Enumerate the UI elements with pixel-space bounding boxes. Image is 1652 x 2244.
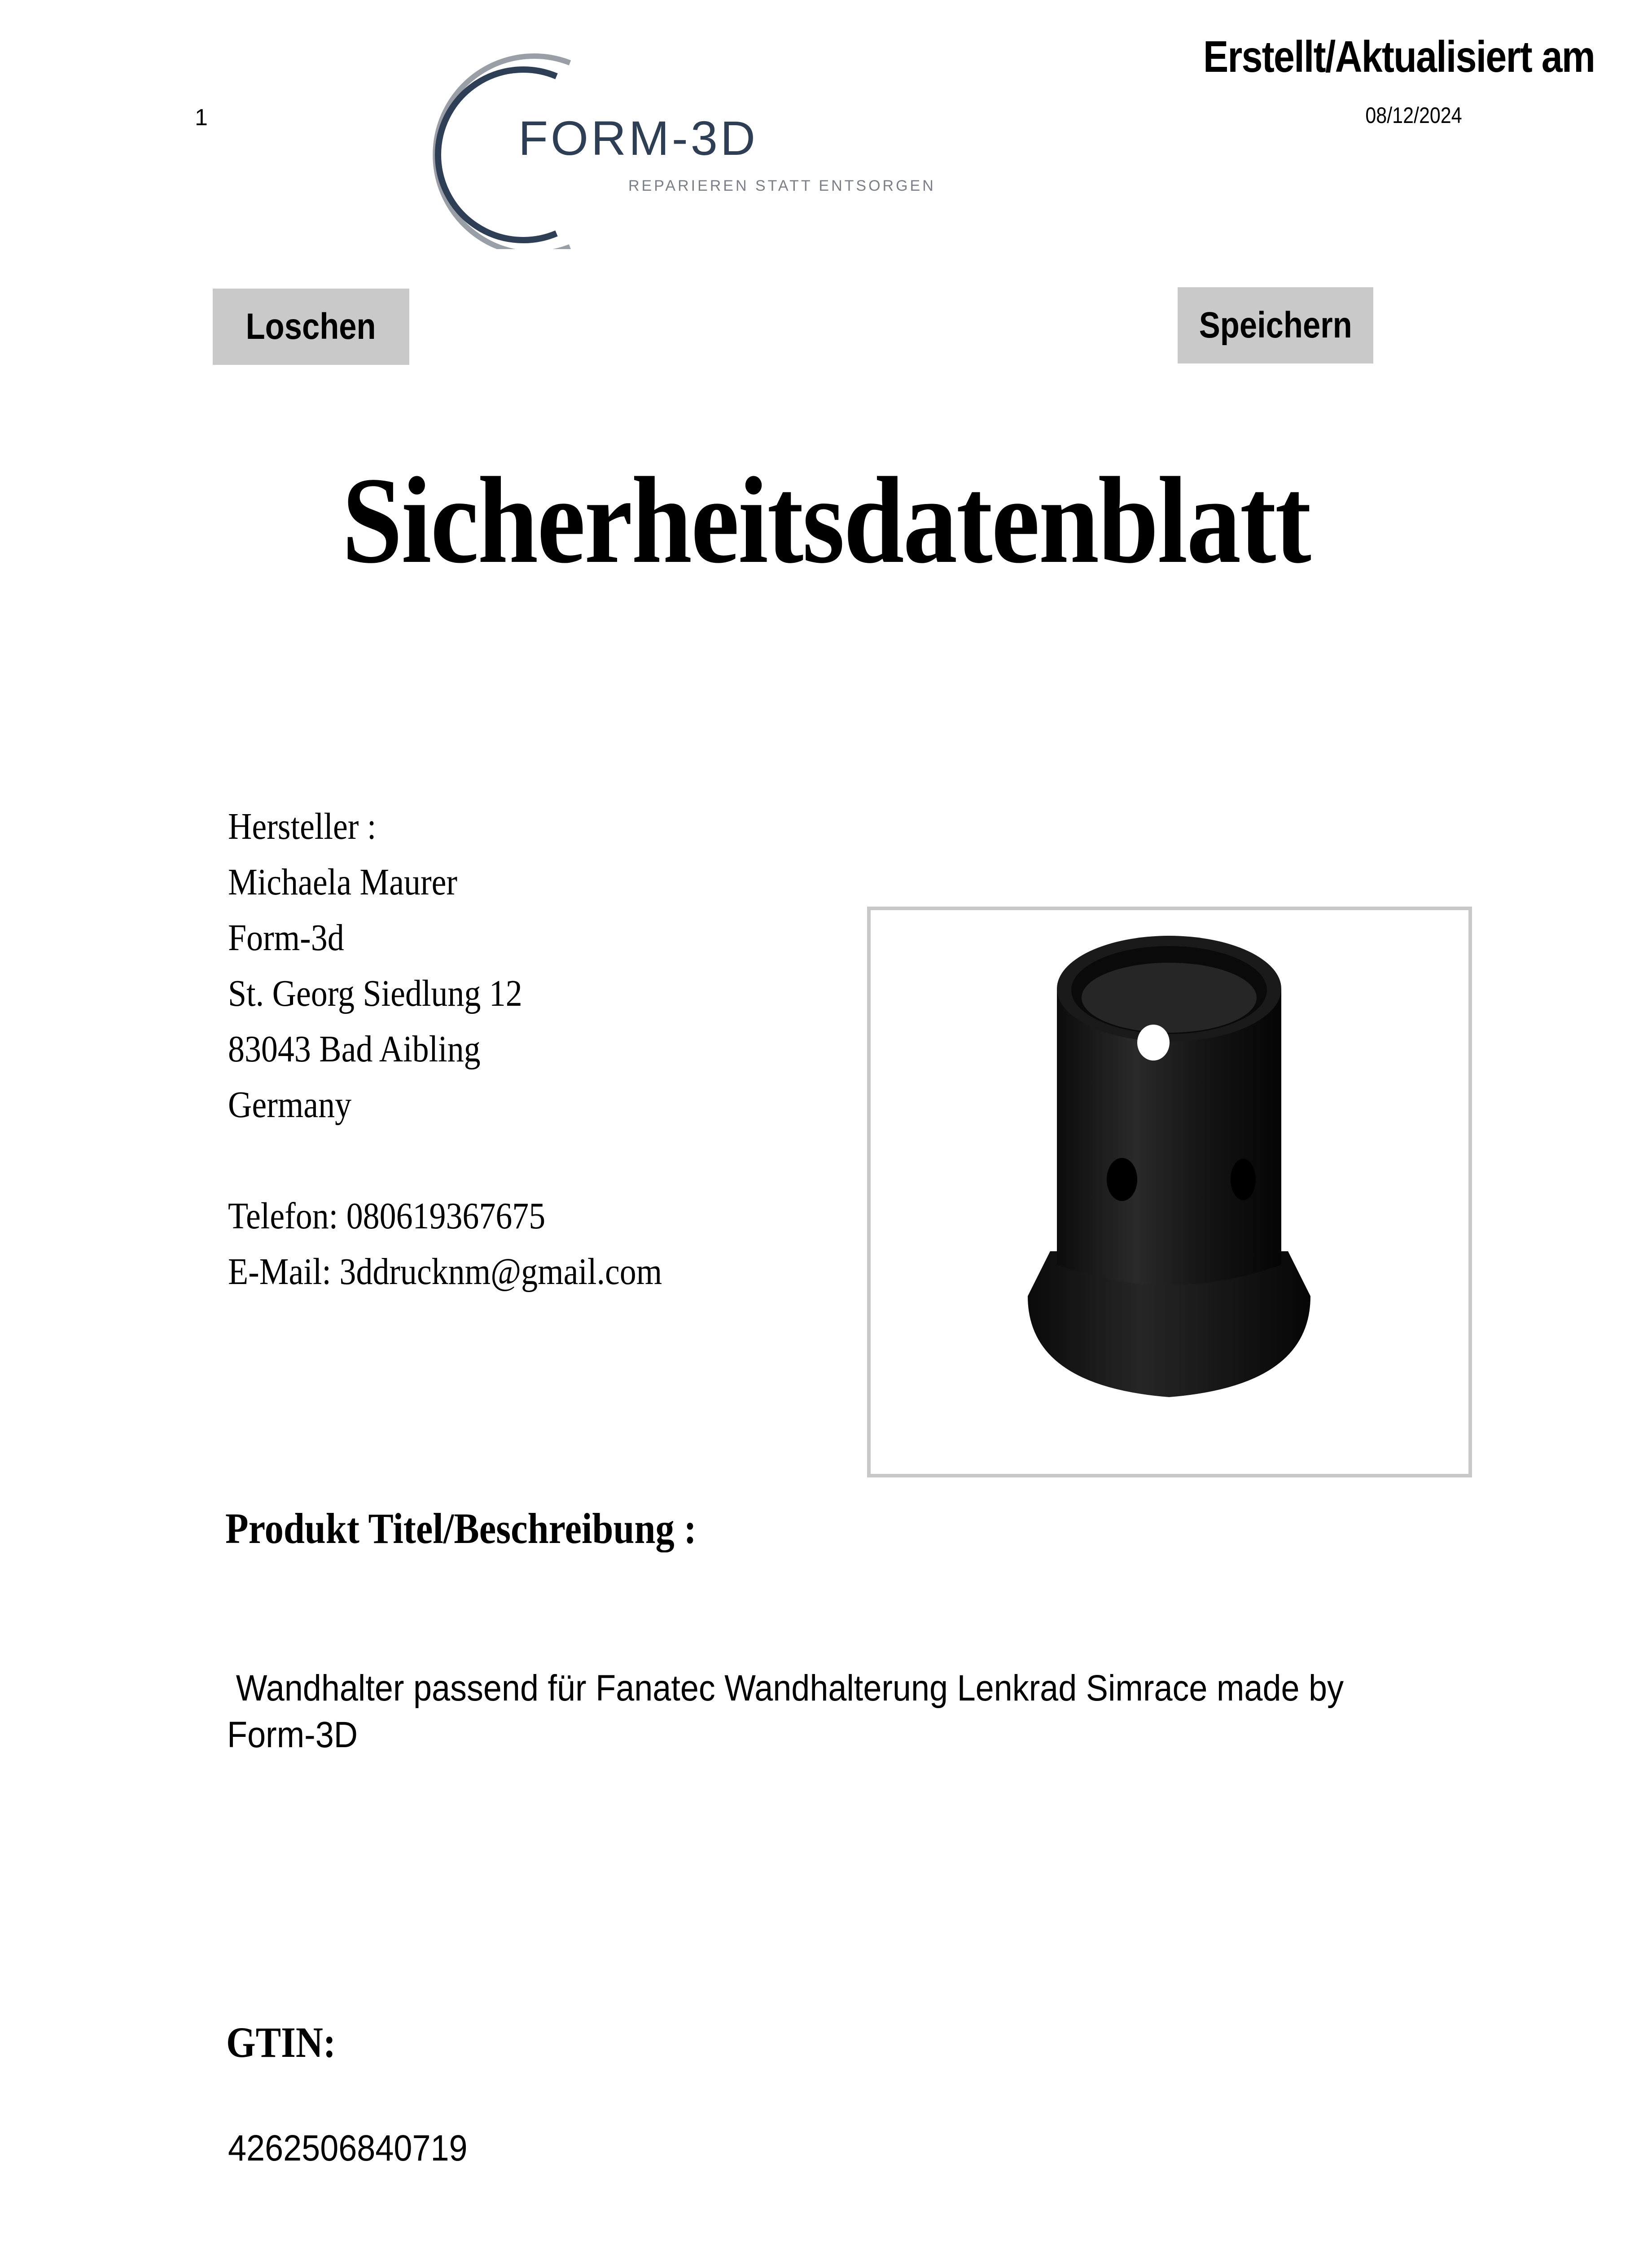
product-description-line2: Form-3D (227, 1714, 358, 1755)
manufacturer-block (228, 799, 662, 1300)
product-description-line1: Wandhalter passend für Fanatec Wandhalterung Lenkrad Simrace made by (236, 1668, 1344, 1709)
form-3d-logo (422, 43, 960, 249)
updated-date: 08/12/2024 (1365, 103, 1462, 128)
manufacturer-label: Hersteller : (228, 806, 377, 847)
save-button[interactable]: Speichern (1178, 287, 1373, 364)
delete-button[interactable]: Loschen (213, 289, 409, 365)
updated-label: Erstellt/Aktualisiert am (1203, 32, 1595, 81)
page-number: 1 (195, 105, 208, 131)
product-image (867, 907, 1472, 1477)
product-description (227, 1665, 1344, 1758)
gtin-value: 4262506840719 (228, 2128, 468, 2169)
document-title: Sicherheitsdatenblatt (342, 451, 1310, 589)
manufacturer-country: Germany (228, 1084, 352, 1126)
gtin-label: GTIN: (226, 2018, 336, 2066)
manufacturer-street: St. Georg Siedlung 12 (228, 973, 522, 1014)
manufacturer-email: E-Mail: 3ddrucknm@gmail.com (228, 1251, 662, 1293)
manufacturer-phone: Telefon: 080619367675 (228, 1195, 546, 1237)
manufacturer-name: Michaela Maurer (228, 861, 458, 903)
logo-name: FORM-3D (518, 111, 758, 165)
manufacturer-city: 83043 Bad Aibling (228, 1028, 481, 1070)
product-title-label: Produkt Titel/Beschreibung : (225, 1504, 697, 1552)
logo-tagline: REPARIEREN STATT ENTSORGEN (628, 177, 936, 194)
manufacturer-company: Form-3d (228, 917, 344, 959)
